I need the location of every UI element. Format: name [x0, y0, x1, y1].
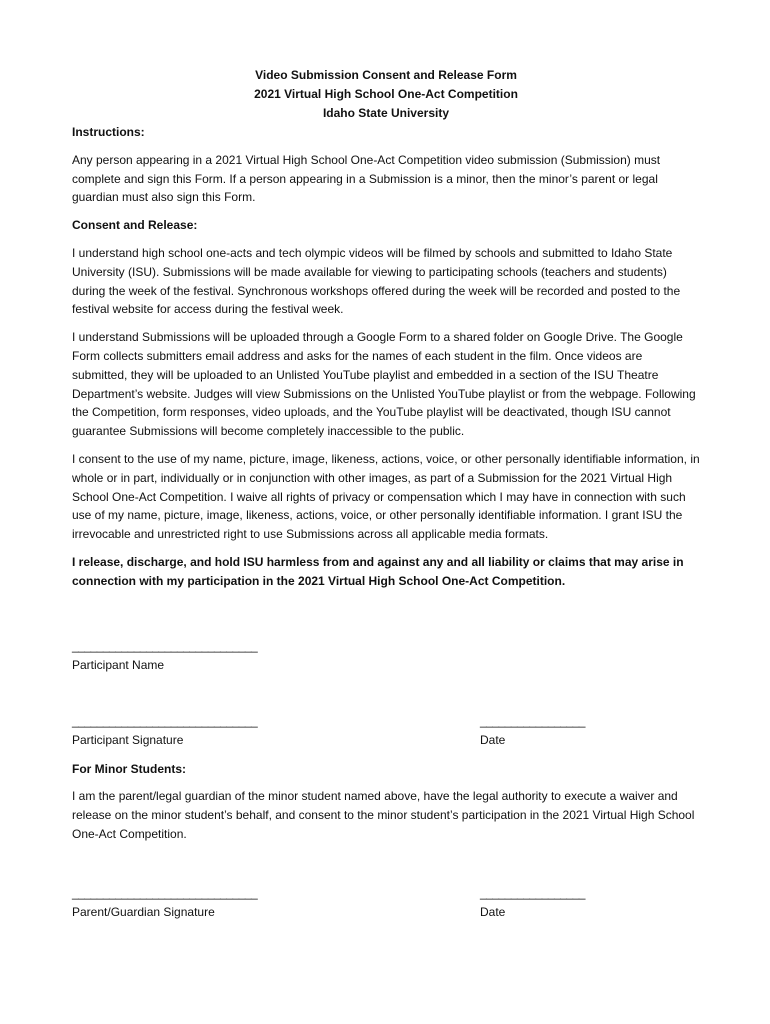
university-name: Idaho State University	[322, 106, 450, 120]
consent-heading: Consent and Release:	[72, 218, 198, 233]
guardian-signature-block	[72, 884, 700, 924]
participant-date-line[interactable]: _________________	[480, 713, 585, 728]
minor-consent-text: I am the parent/legal guardian of the minor student named above, have the legal authority to execute a waiver and release on the minor student’s behalf, and consent to the minor student’s participation in the 2021 Virtual High School One-Act Competition.	[72, 789, 695, 841]
participant-name-line[interactable]: ______________________________	[72, 638, 258, 653]
participant-name-block	[72, 637, 700, 677]
form-title: Video Submission Consent and Release Form	[255, 68, 517, 82]
guardian-date-label: Date	[480, 904, 506, 919]
instructions-heading: Instructions:	[72, 125, 145, 139]
participant-name-label: Participant Name	[72, 657, 165, 672]
instructions-text: Any person appearing in a 2021 Virtual High School One-Act Competition video submission (Submission) must complete and sign this Form. If a person appearing in a Submission is a minor, then the minor’s parent or legal guardian must also sign this Form.	[72, 152, 661, 205]
release-statement: I release, discharge, and hold ISU harmless from and against any and all liability or claims that may arise in connection with my participation in the 2021 Virtual High School One-Act Competition.	[72, 554, 684, 588]
guardian-signature-line[interactable]: ______________________________	[72, 885, 258, 900]
participant-signature-label: Participant Signature	[72, 732, 184, 747]
consent-paragraph-2: I understand Submissions will be uploaded through a Google Form to a shared folder on Google Drive. The Google Form collects submitters email address and asks for the names of each student in the film. Once videos are submitted, they will be uploaded to an Unlisted YouTube playlist and embedded in a section of the ISU Theatre Department’s website. Judges will view Submissions on the Unlisted YouTube playlist or from the webpage. Following the Competition, form responses, video uploads, and the YouTube playlist will be deactivated, though ISU cannot guarantee Submissions will become completely inaccessible to the public.	[72, 330, 696, 439]
consent-form-page	[72, 66, 700, 924]
guardian-date-line[interactable]: _________________	[480, 885, 585, 900]
participant-date-label: Date	[480, 732, 506, 747]
participant-signature-block	[72, 712, 700, 752]
competition-title: 2021 Virtual High School One-Act Competition	[254, 87, 518, 101]
guardian-signature-label: Parent/Guardian Signature	[72, 904, 215, 919]
consent-paragraph-3: I consent to the use of my name, picture, image, likeness, actions, voice, or other personally identifiable information, in whole or in part, individually or in conjunction with other images, as part of a Submission for the 2021 Virtual High School One-Act Competition. I waive all rights of privacy or compensation which I may have in connection with such use of my name, picture, image, likeness, actions, voice, or other personally identifiable information. I grant ISU the irrevocable and unrestricted right to use Submissions across all applicable media formats.	[72, 451, 700, 542]
consent-paragraph-1: I understand high school one-acts and tech olympic videos will be filmed by schools and submitted to Idaho State University (ISU). Submissions will be made available for viewing to participating schools (teachers and students) during the week of the festival. Synchronous workshops offered during the week will be recorded and posted to the festival website for access during the festival week.	[72, 245, 681, 317]
participant-signature-line[interactable]: ______________________________	[72, 713, 258, 728]
minor-heading: For Minor Students:	[72, 761, 186, 776]
